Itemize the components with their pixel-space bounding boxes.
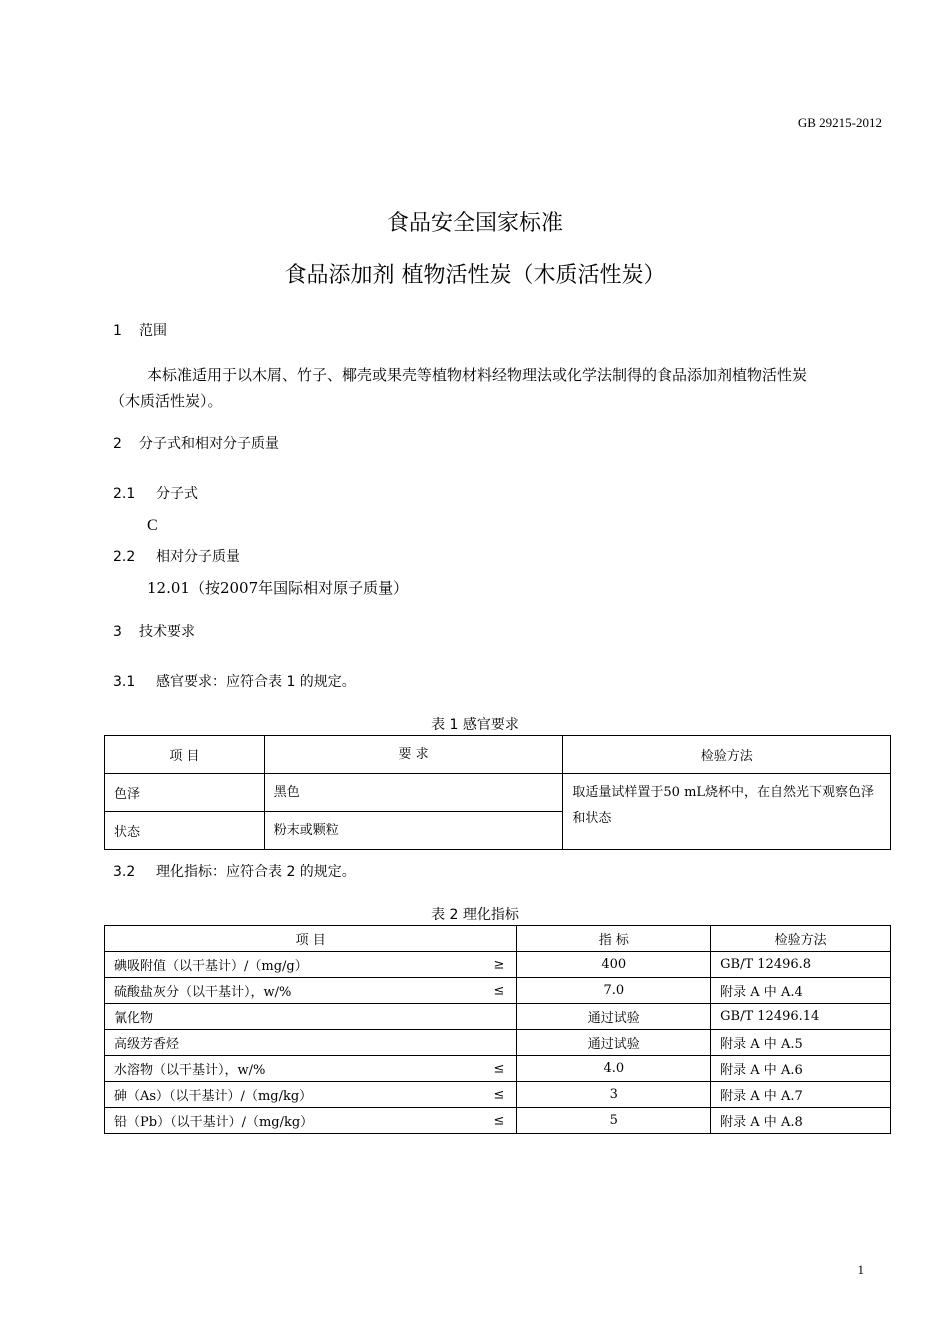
standard-number: GB 29215-2012: [797, 115, 882, 130]
comparison-symbol: ≤: [493, 1061, 505, 1076]
item-label: 铅（Pb）（以干基计）/（mg/kg）: [114, 1115, 314, 1130]
section-number: 2.2: [113, 549, 136, 565]
item-cell: [105, 952, 517, 978]
section-2-2-heading: [113, 546, 240, 566]
item-cell: [105, 1082, 517, 1108]
header-cell: 要 求: [264, 736, 563, 774]
header-cell: 项 目: [105, 926, 517, 952]
section-2-1-heading: [113, 483, 198, 503]
table-2: [104, 925, 891, 1134]
item-label: 高级芳香烃: [114, 1037, 180, 1052]
comparison-symbol: ≤: [493, 1087, 505, 1102]
method-cell: 附录 A 中 A.4: [711, 978, 891, 1004]
header-cell: 检验方法: [563, 736, 891, 774]
section-number: 3.1: [113, 674, 136, 690]
section-number: 2: [113, 436, 122, 452]
section-3-1-heading: [113, 671, 356, 691]
item-label: 碘吸附值（以干基计）/（mg/g）: [114, 959, 308, 974]
requirement-cell: 黑色: [264, 774, 563, 812]
table-2-caption: 表 2 理化指标: [431, 907, 519, 923]
value-cell: 7.0: [517, 978, 711, 1004]
section-2-heading: [113, 433, 279, 453]
value-cell: 3: [517, 1082, 711, 1108]
section-number: 3: [113, 624, 122, 640]
table-row: [105, 1056, 891, 1082]
table-header-row: [105, 736, 891, 774]
method-cell: 附录 A 中 A.5: [711, 1030, 891, 1056]
section-number: 3.2: [113, 864, 136, 880]
section-3-2-heading: [113, 861, 356, 881]
page-number: 1: [857, 1262, 864, 1277]
scope-paragraph-line2: （木质活性炭）。: [110, 392, 223, 410]
item-cell: [105, 1004, 517, 1030]
doc-title: 食品安全国家标准: [386, 211, 563, 236]
item-cell: [105, 1108, 517, 1134]
requirement-cell: 粉末或颗粒: [264, 812, 563, 850]
item-label: 砷（As）（以干基计）/（mg/kg）: [114, 1089, 313, 1104]
item-label: 氰化物: [114, 1011, 154, 1026]
table-header-row: [105, 926, 891, 952]
table-row: [105, 1030, 891, 1056]
method-cell: 附录 A 中 A.6: [711, 1056, 891, 1082]
comparison-symbol: ≥: [493, 957, 505, 972]
item-cell: [105, 978, 517, 1004]
section-number: 1: [113, 323, 122, 339]
comparison-symbol: ≤: [493, 1113, 505, 1128]
item-cell: [105, 1030, 517, 1056]
table-1: [104, 735, 891, 850]
section-3-heading: [113, 621, 195, 641]
value-cell: 5: [517, 1108, 711, 1134]
section-title: 分子式和相对分子质量: [139, 436, 279, 452]
scope-paragraph-line1: 本标准适用于以木屑、竹子、椰壳或果壳等植物材料经物理法或化学法制得的食品添加剂植物活性炭: [147, 366, 808, 384]
header-cell: 项 目: [105, 736, 265, 774]
table-1-caption: 表 1 感官要求: [431, 717, 519, 733]
table-row: [105, 1108, 891, 1134]
section-1-heading: [113, 320, 167, 340]
section-number: 2.1: [113, 486, 136, 502]
section-title: 理化指标：应符合表 2 的规定。: [156, 864, 356, 880]
table-row: [105, 1082, 891, 1108]
item-label: 水溶物（以干基计），w/%: [114, 1063, 266, 1078]
section-title: 相对分子质量: [156, 549, 240, 565]
section-title: 技术要求: [139, 624, 195, 640]
doc-subtitle: 食品添加剂 植物活性炭（木质活性炭）: [284, 263, 666, 288]
header-cell: 检验方法: [711, 926, 891, 952]
header-cell: 指 标: [517, 926, 711, 952]
table-row: [105, 1004, 891, 1030]
item-cell: 状态: [105, 812, 265, 850]
table-row: [105, 978, 891, 1004]
method-cell: GB/T 12496.14: [711, 1004, 891, 1030]
method-cell: 附录 A 中 A.8: [711, 1108, 891, 1134]
section-title: 分子式: [156, 486, 198, 502]
method-cell: GB/T 12496.8: [711, 952, 891, 978]
item-cell: 色泽: [105, 774, 265, 812]
molecular-formula: C: [147, 517, 158, 534]
comparison-symbol: ≤: [493, 983, 505, 998]
method-cell: 附录 A 中 A.7: [711, 1082, 891, 1108]
value-cell: 通过试验: [517, 1004, 711, 1030]
molecular-mass: 12.01（按2007年国际相对原子质量）: [147, 579, 409, 597]
value-cell: 400: [517, 952, 711, 978]
section-title: 感官要求：应符合表 1 的规定。: [156, 674, 356, 690]
section-title: 范围: [139, 323, 167, 339]
table-row: [105, 774, 891, 812]
item-label: 硫酸盐灰分（以干基计），w/%: [114, 985, 292, 1000]
table-row: [105, 952, 891, 978]
item-cell: [105, 1056, 517, 1082]
value-cell: 通过试验: [517, 1030, 711, 1056]
method-cell: 取适量试样置于50 mL烧杯中，在自然光下观察色泽和状态: [563, 774, 891, 850]
value-cell: 4.0: [517, 1056, 711, 1082]
